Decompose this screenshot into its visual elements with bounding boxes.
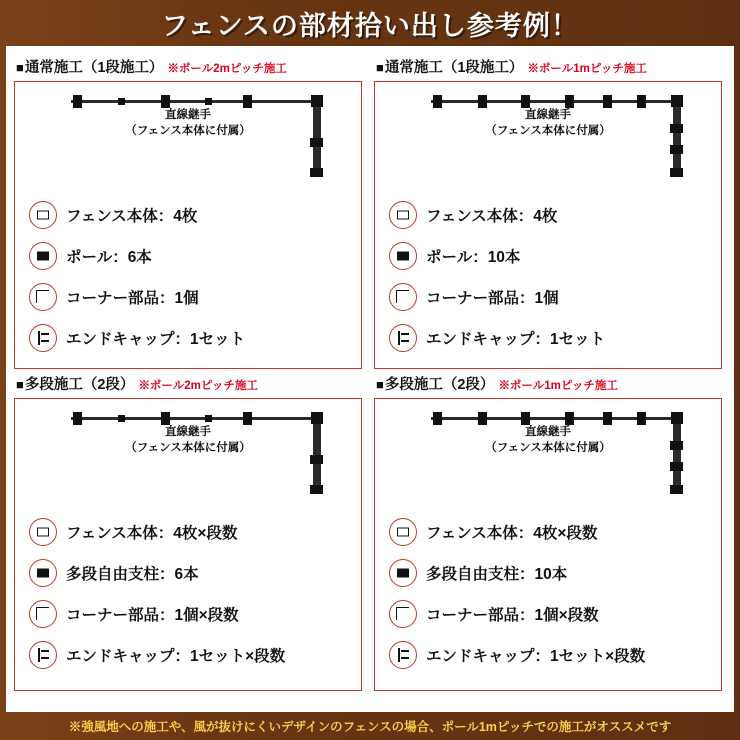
joint xyxy=(205,98,212,105)
panel-header xyxy=(376,373,722,395)
panel-grid xyxy=(6,46,734,712)
post xyxy=(478,412,487,425)
list-item-label: エンドキャップ：1セット xyxy=(66,330,246,348)
post xyxy=(310,485,323,494)
list-item xyxy=(29,235,361,276)
post xyxy=(310,455,323,464)
panel-header xyxy=(16,373,362,395)
list-item-label: フェンス本体：4枚 xyxy=(66,207,198,225)
list-item xyxy=(389,276,721,317)
content-sheet xyxy=(6,46,734,712)
list-item xyxy=(29,317,361,358)
panel-row-1 xyxy=(14,52,726,369)
panel-title: 多段施工（2段） xyxy=(24,377,135,393)
post xyxy=(670,168,683,177)
list-item-label: 多段自由支柱：6本 xyxy=(66,565,199,583)
post xyxy=(161,412,170,425)
post xyxy=(310,168,323,177)
corner-part-icon xyxy=(29,283,57,311)
square-outline-icon xyxy=(29,518,57,546)
bullet-square-icon: ■ xyxy=(16,60,24,75)
list-item xyxy=(29,634,361,675)
panel-note: ※ポール1mピッチ施工 xyxy=(527,63,647,75)
post-corner xyxy=(671,95,683,107)
panel-body xyxy=(374,81,722,369)
layout-diagram xyxy=(375,399,721,507)
panel-body xyxy=(14,81,362,369)
footer-note-bar xyxy=(0,712,740,740)
post xyxy=(521,412,530,425)
parts-list xyxy=(375,507,721,675)
post xyxy=(433,412,442,425)
list-item-label: ポール：10本 xyxy=(426,248,521,266)
end-cap-icon xyxy=(389,641,417,669)
list-item-label: コーナー部品：1個×段数 xyxy=(66,606,239,624)
bullet-square-icon: ■ xyxy=(376,377,384,392)
diagram-caption xyxy=(375,425,721,456)
caption-line-1: 直線継手 xyxy=(525,109,571,121)
post xyxy=(243,95,252,108)
square-outline-icon xyxy=(389,518,417,546)
square-outline-icon xyxy=(29,201,57,229)
caption-line-2: （フェンス本体に付属） xyxy=(485,441,611,454)
rail-top xyxy=(71,417,321,420)
panel-multi-1m xyxy=(374,369,722,691)
post xyxy=(670,145,683,154)
post xyxy=(243,412,252,425)
square-outline-icon xyxy=(389,201,417,229)
parts-list xyxy=(15,190,361,358)
caption-line-1: 直線継手 xyxy=(165,109,211,121)
panel-note: ※ポール2mピッチ施工 xyxy=(167,63,287,75)
list-item xyxy=(29,593,361,634)
bullet-square-icon: ■ xyxy=(376,60,384,75)
panel-normal-2m xyxy=(14,52,362,369)
list-item-label: フェンス本体：4枚×段数 xyxy=(66,524,238,542)
post xyxy=(433,95,442,108)
panel-title: 通常施工（1段施工） xyxy=(24,60,164,76)
list-item-label: ポール：6本 xyxy=(66,248,152,266)
post xyxy=(637,412,646,425)
list-item xyxy=(389,194,721,235)
panel-header xyxy=(16,56,362,78)
caption-line-1: 直線継手 xyxy=(525,426,571,438)
list-item xyxy=(389,593,721,634)
post-corner xyxy=(311,95,323,107)
panel-note: ※ポール2mピッチ施工 xyxy=(138,380,258,392)
post xyxy=(603,95,612,108)
layout-diagram xyxy=(375,82,721,190)
list-item-label: エンドキャップ：1セット×段数 xyxy=(66,647,286,665)
post xyxy=(637,95,646,108)
post xyxy=(670,485,683,494)
parts-list xyxy=(375,190,721,358)
square-filled-icon xyxy=(29,242,57,270)
panel-header xyxy=(376,56,722,78)
list-item xyxy=(389,634,721,675)
post xyxy=(73,95,82,108)
parts-list xyxy=(15,507,361,675)
caption-line-2: （フェンス本体に付属） xyxy=(125,441,251,454)
corner-part-icon xyxy=(29,600,57,628)
layout-diagram xyxy=(15,82,361,190)
list-item xyxy=(29,552,361,593)
list-item xyxy=(29,276,361,317)
end-cap-icon xyxy=(389,324,417,352)
square-filled-icon xyxy=(389,559,417,587)
panel-body xyxy=(374,398,722,691)
square-filled-icon xyxy=(29,559,57,587)
list-item-label: コーナー部品：1個×段数 xyxy=(426,606,599,624)
end-cap-icon xyxy=(29,641,57,669)
list-item xyxy=(29,194,361,235)
page-title: フェンスの部材拾い出し参考例！ xyxy=(161,10,579,41)
post xyxy=(521,95,530,108)
diagram-caption xyxy=(375,108,721,139)
rail-top xyxy=(71,100,321,103)
panel-title: 通常施工（1段施工） xyxy=(384,60,524,76)
panel-normal-1m xyxy=(374,52,722,369)
list-item-label: フェンス本体：4枚×段数 xyxy=(426,524,598,542)
list-item-label: エンドキャップ：1セット×段数 xyxy=(426,647,646,665)
panel-body xyxy=(14,398,362,691)
footer-note: ※強風地への施工や、風が抜けにくいデザインのフェンスの場合、ポール1mピッチでの施工がオススメです xyxy=(68,720,672,734)
joint xyxy=(205,415,212,422)
caption-line-2: （フェンス本体に付属） xyxy=(485,124,611,137)
list-item-label: 多段自由支柱：10本 xyxy=(426,565,568,583)
post-corner xyxy=(311,412,323,424)
caption-line-1: 直線継手 xyxy=(165,426,211,438)
end-cap-icon xyxy=(29,324,57,352)
list-item-label: フェンス本体：4枚 xyxy=(426,207,558,225)
post xyxy=(478,95,487,108)
post xyxy=(310,138,323,147)
bullet-square-icon: ■ xyxy=(16,377,24,392)
layout-diagram xyxy=(15,399,361,507)
list-item xyxy=(389,235,721,276)
diagram-caption xyxy=(15,108,361,139)
post xyxy=(73,412,82,425)
post xyxy=(603,412,612,425)
corner-part-icon xyxy=(389,600,417,628)
post xyxy=(670,462,683,471)
panel-multi-2m xyxy=(14,369,362,691)
post xyxy=(565,412,574,425)
diagram-caption xyxy=(15,425,361,456)
list-item-label: コーナー部品：1個 xyxy=(66,289,199,307)
post xyxy=(565,95,574,108)
panel-row-2 xyxy=(14,369,726,691)
joint xyxy=(118,415,125,422)
list-item xyxy=(389,552,721,593)
caption-line-2: （フェンス本体に付属） xyxy=(125,124,251,137)
post xyxy=(161,95,170,108)
post-corner xyxy=(671,412,683,424)
list-item xyxy=(29,511,361,552)
list-item-label: コーナー部品：1個 xyxy=(426,289,559,307)
list-item-label: エンドキャップ：1セット xyxy=(426,330,606,348)
panel-title: 多段施工（2段） xyxy=(384,377,495,393)
header-banner xyxy=(0,0,740,46)
corner-part-icon xyxy=(389,283,417,311)
panel-note: ※ポール1mピッチ施工 xyxy=(498,380,618,392)
list-item xyxy=(389,511,721,552)
joint xyxy=(118,98,125,105)
square-filled-icon xyxy=(389,242,417,270)
list-item xyxy=(389,317,721,358)
